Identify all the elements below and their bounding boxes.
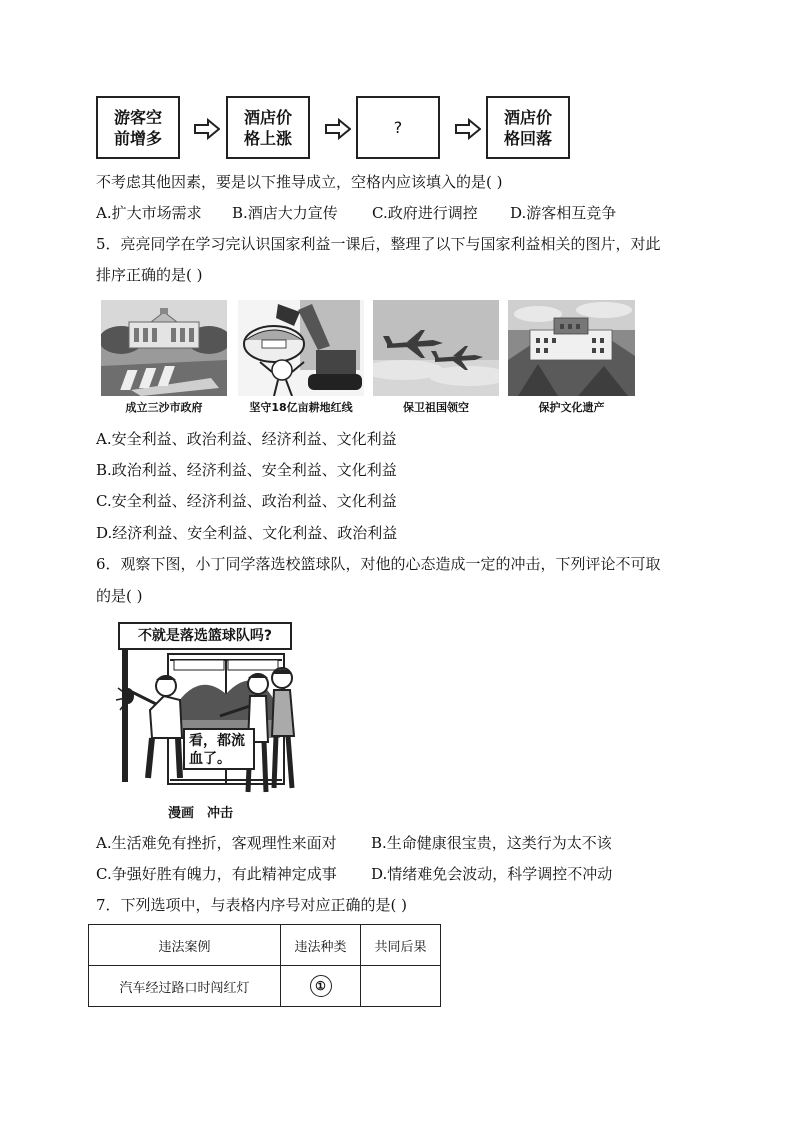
cartoon-speech-bubble-inner: 看，都流 血了。 (183, 728, 255, 770)
caption-airspace: 保卫祖国领空 (403, 401, 469, 414)
option-b[interactable]: B.酒店大力宣传 (232, 204, 338, 222)
flow-box-hotel-price-fall: 酒店价 格回落 (486, 96, 570, 159)
table-row (89, 966, 441, 1007)
option-c[interactable]: C.争强好胜有魄力，有此精神定成事 (96, 865, 337, 883)
question-5-stem-line1: 5．亮亮同学在学习完认识国家利益一课后，整理了以下与国家利益相关的图片，对此 (96, 235, 661, 253)
table-header-type: 违法种类 (281, 925, 361, 966)
table-cell-type (281, 966, 361, 1007)
question-5-option-d[interactable]: D.经济利益、安全利益、文化利益、政治利益 (96, 524, 398, 542)
table-header-row (89, 925, 441, 966)
farmland-redline-cartoon (238, 300, 364, 396)
question-5-option-a[interactable]: A.安全利益、政治利益、经济利益、文化利益 (96, 430, 397, 448)
violation-table (88, 924, 441, 1007)
question-6-stem-line1: 6．观察下图，小丁同学落选校篮球队，对他的心态造成一定的冲击，下列评论不可取 (96, 555, 661, 573)
question-4-stem: 不考虑其他因素，要是以下推导成立，空格内应该填入的是( ) (96, 173, 503, 191)
cartoon-speech-bubble-top: 不就是落选篮球队吗? (118, 622, 292, 650)
circled-number-1: ① (310, 975, 332, 997)
arrow-right-icon (455, 118, 481, 140)
table-header-case: 违法案例 (89, 925, 281, 966)
caption-sansha: 成立三沙市政府 (125, 401, 203, 414)
option-d[interactable]: D.游客相互竞争 (510, 204, 617, 222)
table-cell-case: 汽车经过路口时闯红灯 (89, 966, 281, 1007)
jets-airspace-photo (373, 300, 499, 396)
question-7-stem: 7．下列选项中，与表格内序号对应正确的是( ) (96, 896, 408, 914)
table-header-consequence: 共同后果 (361, 925, 441, 966)
arrow-right-icon (325, 118, 351, 140)
flow-box-tourists-increase: 游客空 前增多 (96, 96, 180, 159)
caption-farmland: 坚守18亿亩耕地红线 (249, 401, 353, 414)
option-a[interactable]: A.生活难免有挫折，客观理性来面对 (96, 834, 337, 852)
question-5-stem-line2: 排序正确的是( ) (96, 266, 203, 284)
option-a[interactable]: A.扩大市场需求 (96, 204, 202, 222)
table-cell-consequence (361, 966, 441, 1007)
caption-heritage: 保护文化遗产 (538, 401, 605, 414)
flow-box-unknown: ? (356, 96, 440, 159)
question-5-option-c[interactable]: C.安全利益、经济利益、政治利益、文化利益 (96, 492, 397, 510)
option-d[interactable]: D.情绪难免会波动，科学调控不冲动 (371, 865, 613, 883)
option-b[interactable]: B.生命健康很宝贵，这类行为太不该 (371, 834, 612, 852)
potala-palace-photo (508, 300, 635, 396)
question-5-option-b[interactable]: B.政治利益、经济利益、安全利益、文化利益 (96, 461, 397, 479)
cartoon-caption: 漫画 冲击 (168, 806, 234, 821)
arrow-right-icon (194, 118, 220, 140)
option-c[interactable]: C.政府进行调控 (372, 204, 478, 222)
flow-box-hotel-price-rise: 酒店价 格上涨 (226, 96, 310, 159)
question-6-stem-line2: 的是( ) (96, 587, 143, 605)
sansha-government-photo (101, 300, 227, 396)
